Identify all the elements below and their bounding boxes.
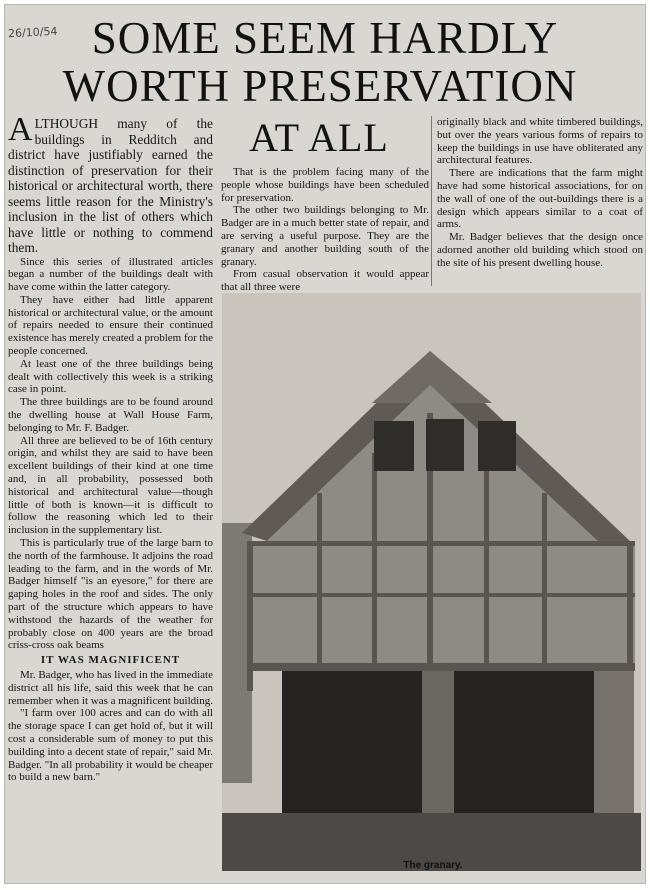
paragraph: This is particularly true of the large barn to the north of the farmhouse. It adjoins the road leading to the farm, and in the words of Mr. Badger himself "is an eyesore," for there are gaping holes in the roof and sides. The only part of the structure which appears to have withstood the hazards of the weather for probably close on 400 years are the broad criss-cross oak beams (8, 537, 213, 652)
paragraph: Mr. Badger, who has lived in the immediate district all his life, said this week that he can remember when it was a magnificent building. (8, 669, 213, 707)
paragraph: Mr. Badger believes that the design once adorned another old building which stood on the site of his present dwelling house. (437, 231, 643, 269)
article-column-3 (437, 116, 643, 270)
paragraph: From casual observation it would appear that all three were (221, 268, 429, 294)
paragraph: originally black and white timbered buildings, but over the years various forms of repairs to keep the buildings in use have obliterated any architectural features. (437, 116, 643, 167)
paragraph: At least one of the three buildings being dealt with collectively this week is a striking case in point. (8, 357, 213, 396)
article-column-2 (221, 166, 429, 294)
paragraph: The three buildings are to be found around the dwelling house at Wall House Farm, belonging to Mr. F. Badger. (8, 396, 213, 434)
paragraph: That is the problem facing many of the people whose buildings have been scheduled for preservation. (221, 166, 429, 204)
subheading: IT WAS MAGNIFICENT (40, 654, 181, 667)
paragraph: There are indications that the farm might have had some historical associations, for on the wall of one of the out-buildings there is a design which appears similar to a coat of arms. (437, 167, 643, 231)
handwritten-date: 26/10/54 (7, 24, 58, 41)
headline-line-2: WORTH PRESERVATION (62, 61, 578, 111)
column-divider (431, 116, 432, 286)
granary-illustration (222, 293, 641, 871)
paragraph: They have either had little apparent historical or architectural value, or the amount of repairs needed to ensure their continued existence has merely created a problem for the people concerned. (8, 293, 213, 358)
article-column-1 (8, 111, 213, 784)
paragraph: Since this series of illustrated articles began a number of the buildings dealt with have come within the latter category. (8, 255, 213, 294)
paragraph: All three are believed to be of 16th century origin, and whilst they are said to have been excellent buildings of their kind at one time and, in all probability, possessed both historical and architectural value—though little of both is known—it is difficult to follow the reasoning which led to their inclusion in the supplementary list. (8, 434, 213, 537)
paragraph: "I farm over 100 acres and can do with all the storage space I can get hold of, but it will cost a considerable sum of money to put this building into a decent state of repair," said Mr. Badger. "In all probability it would be cheaper to build a new barn." (8, 707, 213, 784)
headline-line-3: AT ALL (249, 115, 389, 160)
lead-paragraph: ALTHOUGH many of the buildings in Redditch and district have justifiably earned the distinction of preservation for their historical or architectural worth, there seems little reason for the Ministry's inclusion in the list of others which have little or nothing to commend them. (8, 111, 213, 255)
headline-line-1: SOME SEEM HARDLY (91, 13, 559, 63)
paragraph: The other two buildings belonging to Mr. Badger are in a much better state of repair, and are serving a useful purpose. They are the granary and another building south of the granary. (221, 204, 429, 268)
photo-caption: The granary. (403, 860, 463, 871)
granary-photo (222, 293, 641, 871)
